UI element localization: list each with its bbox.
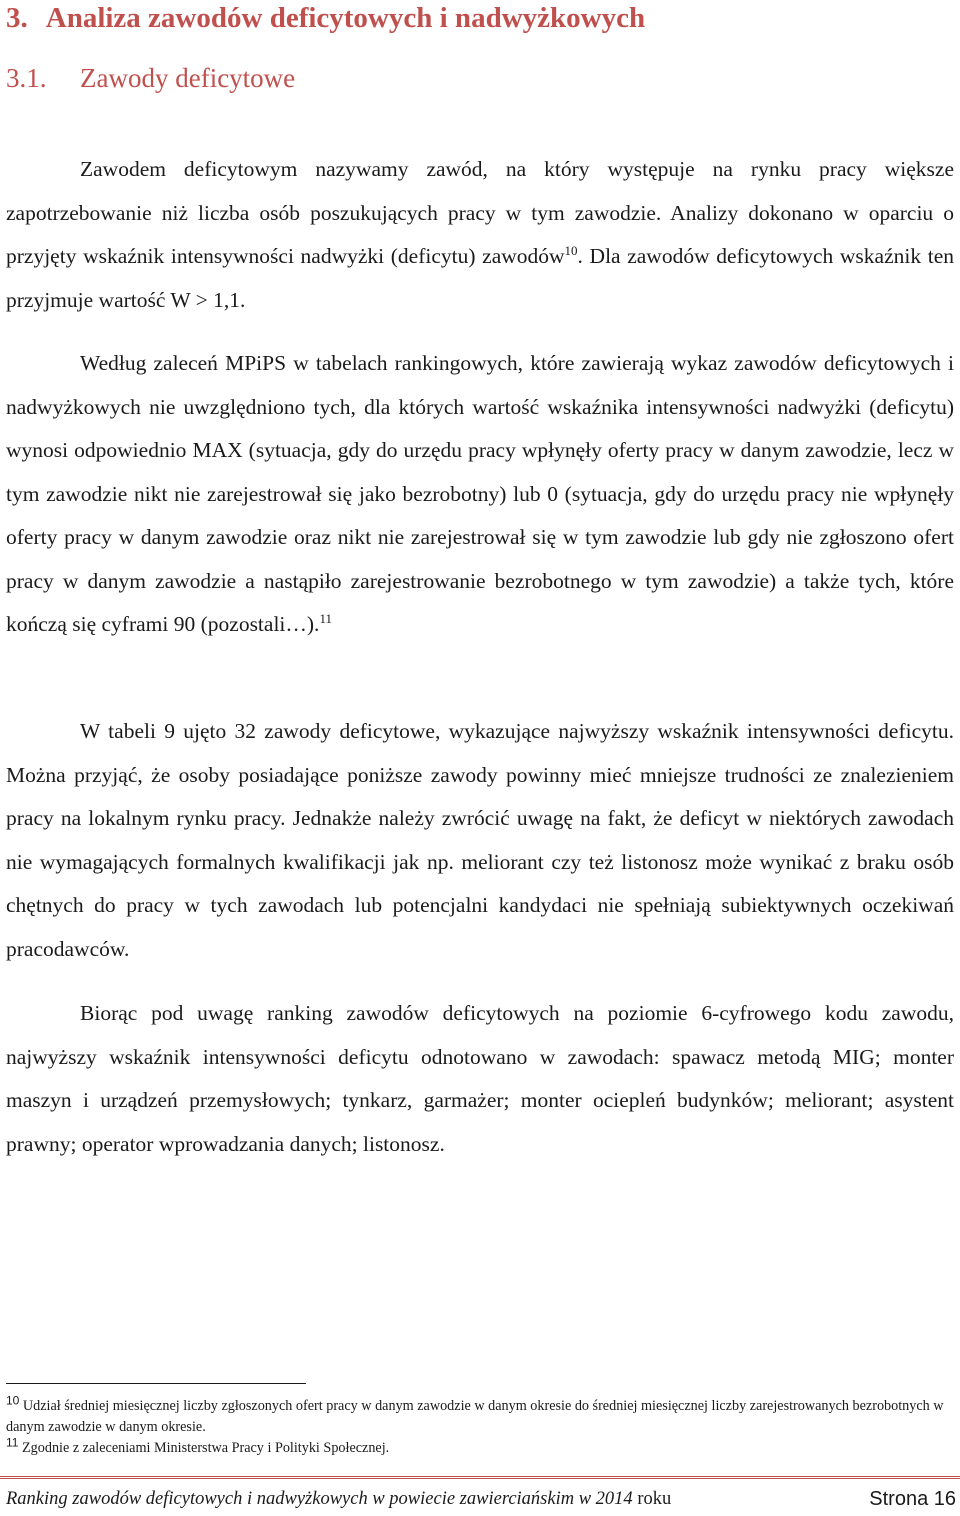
footnote-ref-11[interactable]: 11: [319, 610, 332, 626]
footnote-number: 10: [6, 1393, 20, 1408]
section-number: 3.: [6, 2, 28, 34]
paragraph-1: [6, 148, 954, 322]
footnote-number: 11: [6, 1435, 19, 1450]
paragraph-2: [6, 342, 954, 647]
footnotes: [6, 1393, 954, 1459]
subsection-heading: [6, 60, 295, 96]
page-footer: [6, 1484, 956, 1514]
paragraph-text: W tabeli 9 ujęto 32 zawody deficytowe, wykazujące najwyższy wskaźnik intensywności deficytu. Można przyjąć, że osoby posiadające poniższe zawody powinny mieć mniejsze trudności ze znalezieniem pracy na lokalnym rynku pracy. Jednakże należy zwrócić uwagę na fakt, że deficyt w niektórych zawodach nie wymagających formalnych kwalifikacji jak np. meliorant czy też listonosz może wynikać z braku osób chętnych do pracy w tych zawodach lub potencjalni kandydaci nie spełniają subiektywnych oczekiwań pracodawców.: [6, 719, 954, 961]
paragraph-3: [6, 710, 954, 971]
paragraph-text: . Dla zawodów deficytowych wskaźnik ten przyjmuje wartość W > 1,1.: [6, 244, 954, 312]
paragraph-text: Biorąc pod uwagę ranking zawodów deficytowych na poziomie 6-cyfrowego kodu zawodu, najwyższy wskaźnik intensywności deficytu odnotowano w zawodach: spawacz metodą MIG; monter maszyn i urządzeń przemysłowych; tynkarz, garmażer; monter ociepleń budynków; meliorant; asystent prawny; operator wprowadzania danych; listonosz.: [6, 1001, 954, 1156]
footnote-10: [6, 1393, 954, 1438]
paragraph-4: [6, 992, 954, 1166]
footnote-text: Zgodnie z zaleceniami Ministerstwa Pracy i Polityki Społecznej.: [22, 1440, 390, 1456]
section-title: Analiza zawodów deficytowych i nadwyżkowych: [45, 2, 646, 34]
paragraph-text: Według zaleceń MPiPS w tabelach rankingowych, które zawierają wykaz zawodów deficytowych i nadwyżkowych nie uwzględniono tych, dla których wartość wskaźnika intensywności nadwyżki (deficytu) wynosi odpowiednio MAX (sytuacja, gdy do urzędu pracy wpłynęły oferty pracy w danym zawodzie, lecz w tym zawodzie nikt nie zarejestrował się jako bezrobotny) lub 0 (sytuacja, gdy do urzędu pracy nie wpłynęły oferty pracy w danym zawodzie oraz nikt nie zarejestrował się w tym zawodzie lub gdy nie zgłoszono ofert pracy w danym zawodzie a nastąpiło zarejestrowanie bezrobotnego w tym zawodzie) a także tych, które kończą się cyframi 90 (pozostali…).: [6, 351, 954, 636]
footer-title-text: Ranking zawodów deficytowych i nadwyżkowych w powiecie zawierciańskim w 2014: [6, 1489, 633, 1509]
footnote-11: [6, 1435, 954, 1459]
footer-title: [6, 1484, 671, 1514]
subsection-number: 3.1.: [6, 63, 47, 93]
footnote-separator: [6, 1383, 306, 1384]
footer-separator: [0, 1476, 960, 1479]
section-heading: [6, 0, 645, 36]
footnote-text: Udział średniej miesięcznej liczby zgłoszonych ofert pracy w danym zawodzie w danym okresie do średniej miesięcznej liczby zarejestrowanych bezrobotnych w danym zawodzie w danym okresie.: [6, 1398, 944, 1435]
page-number: Strona 16: [869, 1488, 956, 1510]
footer-title-suffix: roku: [637, 1489, 672, 1509]
footnote-ref-10[interactable]: 10: [564, 242, 578, 258]
paragraph-text: Zawodem deficytowym nazywamy zawód, na który występuje na rynku pracy większe zapotrzebowanie niż liczba osób poszukujących pracy w tym zawodzie. Analizy dokonano w oparciu o przyjęty wskaźnik intensywności nadwyżki (deficytu) zawodów: [6, 157, 954, 268]
subsection-title: Zawody deficytowe: [80, 63, 296, 93]
